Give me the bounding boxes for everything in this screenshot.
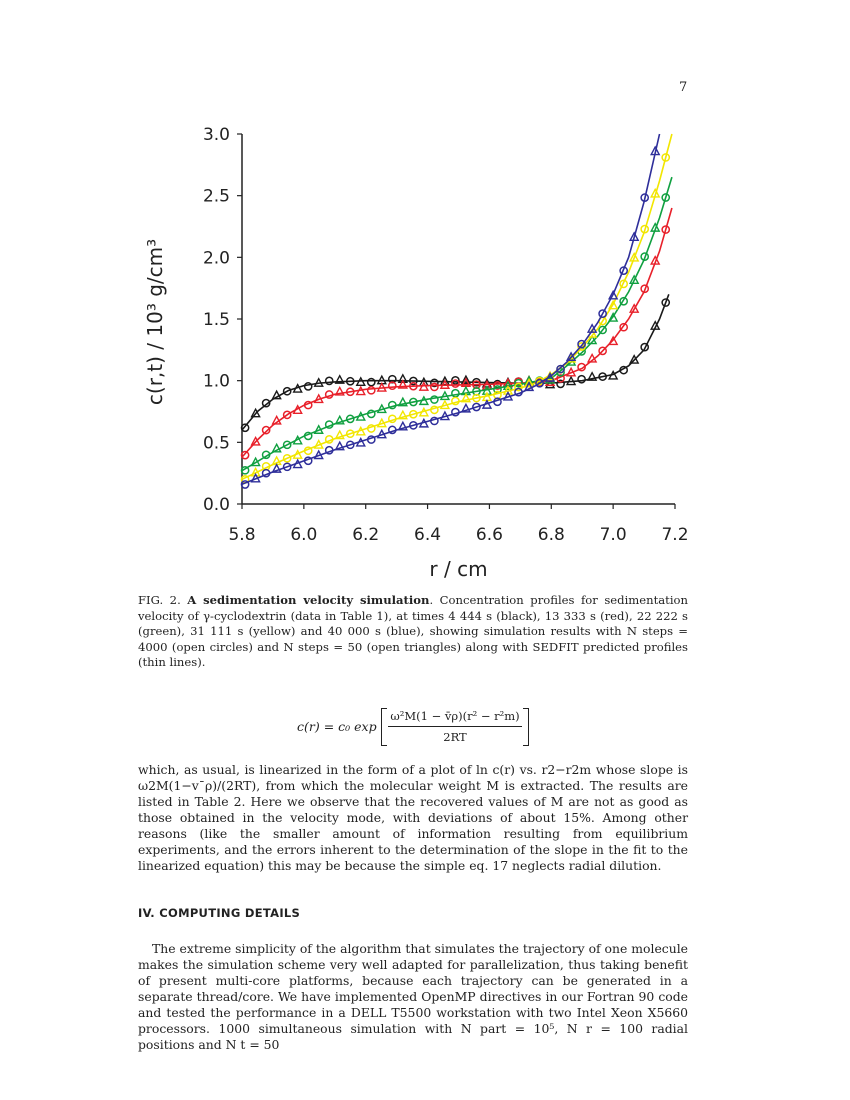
- paragraph-linearization: which, as usual, is linearized in the form of a plot of ln c(r) vs. r2−r2m whose slope is ω2M(1−v¯ρ)/(2RT), from which the molecular weight M is extracted. The results are listed in Table 2. Here we observe that the recovered values of M are not as good as those obtained in the velocity mode, with deviations of about 15%. Among other reasons (like the smaller amount of information resulting from equilibrium experiments, and the errors inherent to the determination of the slope in the fit to the linearized equation) this may be because the simple eq. 17 neglects radial dilution.: [138, 762, 688, 873]
- equation-fraction-bar: [388, 726, 522, 727]
- page-number: 7: [679, 80, 688, 95]
- series-0-circle-marker: [368, 379, 375, 386]
- x-tick-label: 6.8: [537, 525, 565, 545]
- series-line-1: [242, 208, 672, 457]
- series-line-4: [242, 134, 660, 484]
- y-tick-label: 1.0: [202, 371, 230, 392]
- section-heading: IV. COMPUTING DETAILS: [138, 906, 301, 920]
- caption-text: . Concentration profiles for sedimentation velocity of γ-cyclodextrin (data in Table 1), at times 4 444 s (black), 13 333 s (red), 22 222 s (green), 31 111 s (yellow) and 40 000 s (blue), showing simulation results with N steps = 4000 (open circles) and N steps = 50 (open triangles) along with SEDFIT predicted profiles (thin lines).: [138, 593, 688, 669]
- equation: [297, 704, 557, 748]
- y-tick-label: 0.0: [202, 495, 230, 515]
- x-tick-label: 5.8: [228, 525, 256, 545]
- equation-numerator: ω²M(1 − v̄ρ)(r² − r²m): [390, 709, 520, 723]
- figure-caption: [138, 593, 688, 671]
- paragraph-computing: The extreme simplicity of the algorithm that simulates the trajectory of one molecule makes the simulation scheme very well adapted for parallelization, thus taking benefit of present multi-core platforms, because each trajectory can be generated in a separate thread/core. We have implemented OpenMP directives in our Fortran 90 code and tested the performance in a DELL T5500 workstation with two Intel Xeon X5660 processors. 1000 simultaneous simulation with N part = 10⁵, N r = 100 radial positions and N t = 50: [138, 941, 688, 1052]
- x-tick-label: 7.0: [599, 525, 627, 545]
- caption-label: FIG. 2.: [138, 593, 181, 607]
- y-tick-label: 2.0: [202, 248, 230, 269]
- y-tick-label: 2.5: [202, 186, 230, 207]
- x-tick-label: 6.4: [414, 525, 442, 545]
- caption-title: A sedimentation velocity simulation: [187, 593, 430, 607]
- series-0-circle-marker: [578, 376, 585, 383]
- equation-left-bracket: [381, 708, 387, 746]
- series-0-circle-marker: [305, 383, 312, 390]
- y-tick-label: 3.0: [202, 125, 230, 145]
- equation-right-bracket: [523, 708, 529, 746]
- series-line-3: [242, 134, 672, 479]
- x-axis-label: r / cm: [429, 557, 488, 581]
- series-2-circle-marker: [431, 396, 438, 403]
- y-axis-label: c(r,t) / 10³ g/cm³: [143, 238, 167, 406]
- series-line-2: [242, 177, 672, 471]
- y-tick-label: 1.5: [202, 310, 230, 330]
- equation-lhs: c(r) = c₀ exp: [297, 719, 377, 734]
- series-2-circle-marker: [452, 390, 459, 397]
- x-tick-label: 6.2: [352, 525, 380, 545]
- y-tick-label: 0.5: [202, 433, 230, 454]
- equation-denominator: 2RT: [443, 730, 467, 744]
- series-1-circle-marker: [368, 387, 375, 394]
- series-0-circle-marker: [326, 377, 333, 384]
- x-tick-label: 6.6: [475, 525, 503, 545]
- x-tick-label: 6.0: [290, 525, 318, 545]
- x-tick-label: 7.2: [661, 525, 689, 545]
- series-line-0: [242, 294, 669, 430]
